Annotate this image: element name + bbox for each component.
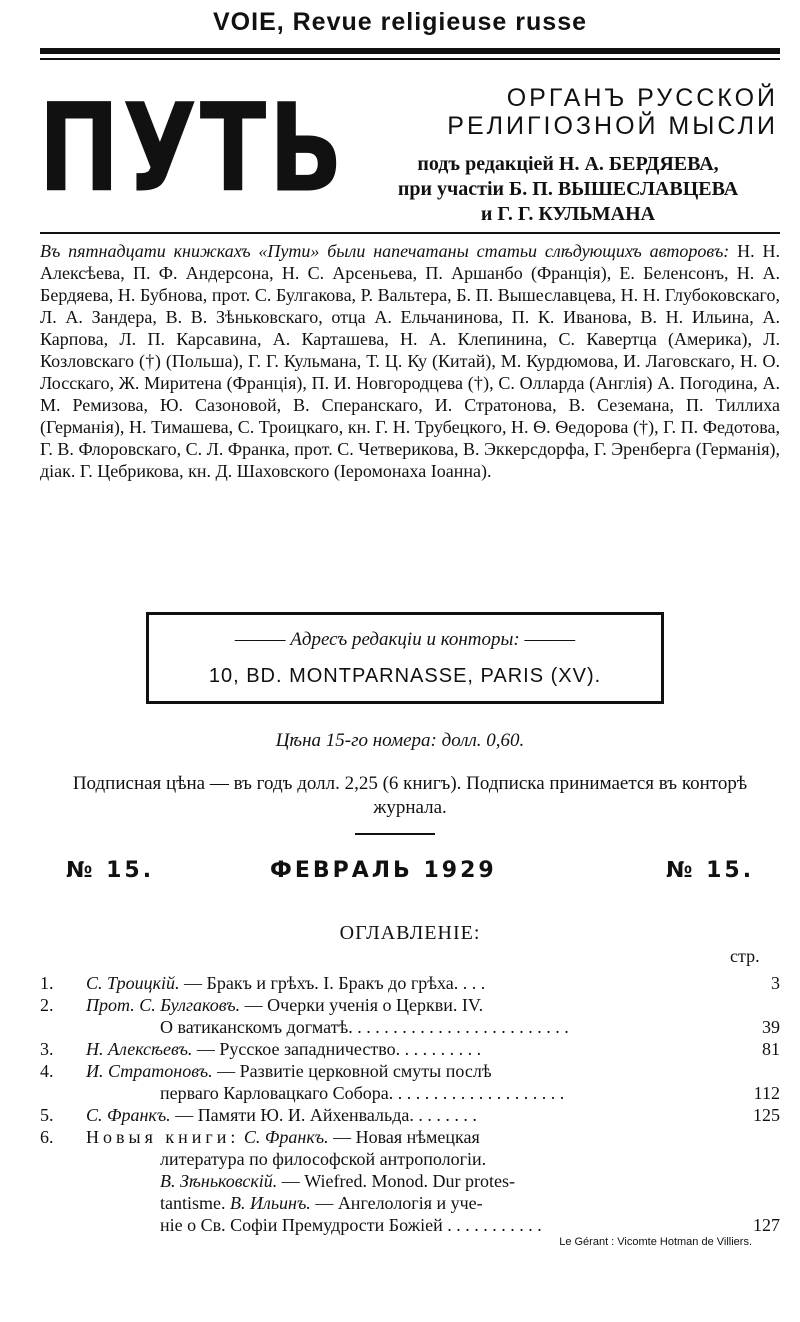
section-divider	[355, 833, 435, 835]
toc-item-author: Н. Алексѣевъ.	[86, 1039, 193, 1059]
toc-item-number: 3.	[40, 1039, 54, 1059]
header-rule-thick	[40, 48, 780, 54]
editors-block	[358, 152, 778, 227]
issue-date: ФЕВРАЛЬ 1929	[270, 858, 497, 883]
toc-item	[40, 994, 780, 1016]
editors-line-2: при участіи Б. П. ВЫШЕСЛАВЦЕВА	[397, 178, 739, 200]
table-of-contents	[40, 972, 780, 1236]
toc-title: ОГЛАВЛЕНІЕ:	[339, 922, 481, 944]
toc-item-page: 3	[771, 973, 780, 993]
toc-item-page: 81	[762, 1039, 780, 1059]
journal-logo: ПУТЬ	[38, 78, 346, 221]
issue-price: Цѣна 15-го номера: долл. 0,60.	[275, 730, 525, 751]
toc-item-title-cont: О ватиканскомъ догматѣ. . . . . . . . . . . . . . . . . . . . . . . . .	[160, 1017, 569, 1037]
toc-item-number: 1.	[40, 973, 54, 993]
toc-item-continuation	[40, 1170, 780, 1192]
authors-intro: Въ пятнадцати книжкахъ «Пути» были напечатаны статьи слѣдующихъ авторовъ:	[40, 241, 730, 261]
organ-subtitle	[378, 84, 778, 140]
toc-item-number: 2.	[40, 995, 54, 1015]
address-value: 10, BD. MONTPARNASSE, PARIS (XV).	[208, 665, 602, 687]
toc-item-title: — Очерки ученія о Церкви. IV.	[240, 995, 484, 1015]
toc-item-title-cont: — Wiefred. Monod. Dur protes-	[277, 1171, 515, 1191]
toc-item-author: С. Троицкій.	[86, 973, 180, 993]
gerant-note: Le Gérant : Vicomte Hotman de Villiers.	[559, 1236, 752, 1248]
toc-item	[40, 972, 780, 994]
toc-item	[40, 1060, 780, 1082]
toc-item-heading: Новыя книги:	[86, 1127, 240, 1147]
toc-item-continuation	[40, 1214, 780, 1236]
address-label: ——— Адресъ редакціи и конторы: ———	[234, 629, 576, 650]
toc-item	[40, 1038, 780, 1060]
editors-rule	[40, 232, 780, 234]
toc-item-number: 4.	[40, 1061, 54, 1081]
organ-line-2: РЕЛИГІОЗНОЙ МЫСЛИ	[447, 112, 778, 140]
toc-item-title-cont: tantisme.	[160, 1193, 230, 1213]
toc-item-title: — Развитіе церковной смуты послѣ	[212, 1061, 492, 1081]
toc-item-page: 127	[753, 1215, 780, 1235]
toc-item-continuation	[40, 1148, 780, 1170]
toc-item-page: 125	[753, 1105, 780, 1125]
toc-item	[40, 1104, 780, 1126]
toc-item-number: 6.	[40, 1127, 54, 1147]
header-rule-thin	[40, 58, 780, 60]
journal-french-title: VOIE, Revue religieuse russe	[213, 8, 587, 36]
toc-item-title: — Новая нѣмецкая	[328, 1127, 480, 1147]
subscription-info: Подписная цѣна — въ годъ долл. 2,25 (6 книгъ). Подписка принимается въ конторѣ журнала.	[72, 773, 748, 818]
toc-item-page: 112	[753, 1083, 780, 1103]
toc-item-continuation	[40, 1016, 780, 1038]
toc-item	[40, 1126, 780, 1148]
toc-item-author: С. Франкъ.	[243, 1127, 329, 1147]
toc-item-title: — Русское западничество. . . . . . . . . .	[192, 1039, 482, 1059]
toc-item-author: Прот. С. Булгаковъ.	[86, 995, 241, 1015]
toc-item-author: И. Стратоновъ.	[86, 1061, 213, 1081]
toc-item-page: 39	[762, 1017, 780, 1037]
authors-list: Н. Н. Алексѣева, П. Ф. Андерсона, Н. С. Арсеньева, П. Аршанбо (Франція), Е. Беленсонъ, Н. А. Бердяева, Н. Бубнова, прот. С. Булгакова, Р. Вальтера, Б. П. Вышеславцева, Н. Н. Глубоковскаго, Л. А. Зандера, В. В. Зѣньковскаго, отца А. Ельчанинова, П. К. Иванова, В. Н. Ильина, А. Карпова, Л. П. Карсавина, А. Карташева, Н. А. Клепинина, С. Кавертца (Америка), Л. Козловскаго (†) (Польша), Г. Г. Кульмана, Т. Ц. Ку (Китай), М. Курдюмова, И. Лаговскаго, Н. О. Лосскаго, Ж. Миритена (Франція), П. И. Новгородцева (†), С. Олларда (Англія) А. Погодина, А. М. Ремизова, Ю. Сазоновой, В. Сперанскаго, И. Стратонова, В. Сеземана, П. Тиллиха (Германія), Н. Тимашева, С. Троицкаго, кн. Г. Н. Трубецкого, Н. Ѳ. Ѳедорова (†), Г. П. Федотова, Г. В. Флоровскаго, С. Л. Франка, прот. С. Четверикова, В. Эккерсдорфа, Г. Эренберга (Германія), діак. Г. Цебрикова, кн. Д. Шаховского (Іеромонаха Іоанна).	[40, 241, 780, 481]
address-box	[146, 612, 664, 704]
organ-line-1: ОРГАНЪ РУССКОЙ	[506, 84, 778, 112]
toc-item-title-cont: — Ангелологія и уче-	[310, 1193, 483, 1213]
authors-paragraph	[40, 240, 780, 482]
toc-item-title: — Памяти Ю. И. Айхенвальда. . . . . . . .	[170, 1105, 477, 1125]
toc-item-title-cont: ніе о Св. Софіи Премудрости Божіей . . . . . . . . . . .	[160, 1215, 542, 1235]
issue-number-left: № 15.	[66, 858, 155, 883]
toc-item-author: В. Ильинъ.	[230, 1193, 311, 1213]
toc-item-author: В. Зѣньковскій.	[160, 1171, 278, 1191]
toc-page-header: стр.	[730, 946, 760, 966]
issue-number-right: № 15.	[666, 858, 755, 883]
toc-item-number: 5.	[40, 1105, 54, 1125]
toc-item-continuation	[40, 1082, 780, 1104]
editors-line-1: подъ редакціей Н. А. БЕРДЯЕВА,	[417, 153, 719, 175]
toc-item-author: С. Франкъ.	[86, 1105, 171, 1125]
toc-item-title-cont: перваго Карловацкаго Собора. . . . . . . . . . . . . . . . . . . .	[160, 1083, 565, 1103]
toc-item-continuation	[40, 1192, 780, 1214]
toc-item-title: — Бракъ и грѣхъ. I. Бракъ до грѣха. . . .	[179, 973, 486, 993]
toc-item-title-cont: литература по философской антропологіи.	[160, 1149, 487, 1169]
editors-line-3: и Г. Г. КУЛЬМАНА	[480, 203, 656, 225]
